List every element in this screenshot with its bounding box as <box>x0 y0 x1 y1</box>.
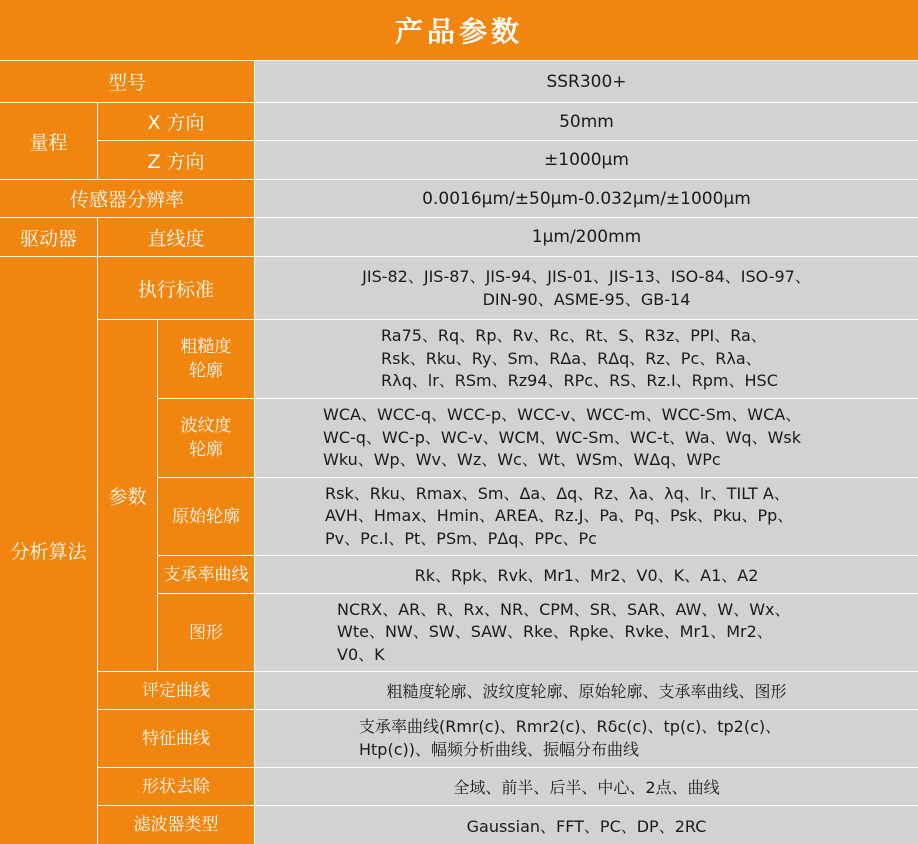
primary-line-3: Pv、Pc.I、Pt、PSm、PΔq、PPc、Pc <box>325 528 597 548</box>
feature-curve-line-1: 支承率曲线(Rmr(c)、Rmr2(c)、Rδc(c)、tp(c)、tp2(c)、 <box>359 717 782 736</box>
params-label: 参数 <box>98 320 158 672</box>
eval-curve-label: 评定曲线 <box>98 672 255 710</box>
model-value: SSR300+ <box>255 61 918 103</box>
bearing-curve-value: Rk、Rpk、Rvk、Mr1、Mr2、V0、K、A1、A2 <box>255 556 918 594</box>
roughness-label-line-2: 轮廓 <box>189 361 223 381</box>
waviness-line-3: Wku、Wp、Wv、Wz、Wc、Wt、WSm、WΔq、WPc <box>323 450 721 470</box>
sensor-label: 传感器分辨率 <box>0 180 255 218</box>
primary-line-2: AVH、Hmax、Hmin、AREA、Rz.J、Pa、Pq、Psk、Pku、Pp、 <box>325 506 794 526</box>
analysis-label: 分析算法 <box>0 257 98 844</box>
waviness-value <box>255 399 918 478</box>
primary-profile-label: 原始轮廓 <box>158 478 255 556</box>
filter-type-label: 滤波器类型 <box>98 806 255 844</box>
feature-curve-value <box>255 710 918 768</box>
roughness-line-1: Ra75、Rq、Rp、Rv、Rc、Rt、S、R3z、PPI、Ra、 <box>381 326 767 346</box>
primary-profile-value <box>255 478 918 556</box>
feature-curve-line-2: Htp(c))、幅频分析曲线、振幅分布曲线 <box>359 739 639 759</box>
filter-type-value: Gaussian、FFT、PC、DP、2RC <box>255 806 918 844</box>
range-z-label: Z 方向 <box>98 141 255 180</box>
graphics-label: 图形 <box>158 594 255 672</box>
graphics-line-3: V0、K <box>337 644 385 664</box>
standards-value <box>255 257 918 320</box>
standards-line-2: DIN-90、ASME-95、GB-14 <box>482 290 691 309</box>
waviness-line-2: WC-q、WC-p、WC-v、WCM、WC-Sm、WC-t、Wa、Wq、Wsk <box>323 427 801 447</box>
roughness-value <box>255 320 918 399</box>
range-x-value: 50mm <box>255 103 918 141</box>
form-removal-label: 形状去除 <box>98 768 255 806</box>
standards-label: 执行标准 <box>98 257 255 320</box>
eval-curve-value: 粗糙度轮廓、波纹度轮廓、原始轮廓、支承率曲线、图形 <box>255 672 918 710</box>
graphics-line-2: Wte、NW、SW、SAW、Rke、Rpke、Rvke、Mr1、Mr2、 <box>337 622 773 642</box>
roughness-label-line-1: 粗糙度 <box>180 337 232 357</box>
primary-line-1: Rsk、Rku、Rmax、Sm、Δa、Δq、Rz、λa、λq、lr、TILT A、 <box>325 483 790 503</box>
drive-sub-label: 直线度 <box>98 218 255 257</box>
waviness-label-line-1: 波纹度 <box>180 416 232 436</box>
roughness-line-3: Rλq、lr、RSm、Rz94、RPc、RS、Rz.I、Rpm、HSC <box>381 371 778 391</box>
bearing-curve-label: 支承率曲线 <box>158 556 255 594</box>
form-removal-value: 全域、前半、后半、中心、2点、曲线 <box>255 768 918 806</box>
table-title: 产品参数 <box>0 0 918 61</box>
sensor-value: 0.0016μm/±50μm-0.032μm/±1000μm <box>255 180 918 218</box>
range-label: 量程 <box>0 103 98 180</box>
range-z-value: ±1000μm <box>255 141 918 180</box>
roughness-label <box>158 320 255 399</box>
graphics-value <box>255 594 918 672</box>
feature-curve-label: 特征曲线 <box>98 710 255 768</box>
waviness-line-1: WCA、WCC-q、WCC-p、WCC-v、WCC-m、WCC-Sm、WCA、 <box>323 405 802 425</box>
standards-line-1: JIS-82、JIS-87、JIS-94、JIS-01、JIS-13、ISO-84、ISO-97、 <box>362 267 811 286</box>
roughness-line-2: Rsk、Rku、Ry、Sm、RΔa、RΔq、Rz、Pc、Rλa、 <box>381 348 762 368</box>
waviness-label-line-2: 轮廓 <box>189 440 223 460</box>
model-label: 型号 <box>0 61 255 103</box>
drive-label: 驱动器 <box>0 218 98 257</box>
waviness-label <box>158 399 255 478</box>
range-x-label: X 方向 <box>98 103 255 141</box>
graphics-line-1: NCRX、AR、R、Rx、NR、CPM、SR、SAR、AW、W、Wx、 <box>337 599 791 619</box>
drive-value: 1μm/200mm <box>255 218 918 257</box>
